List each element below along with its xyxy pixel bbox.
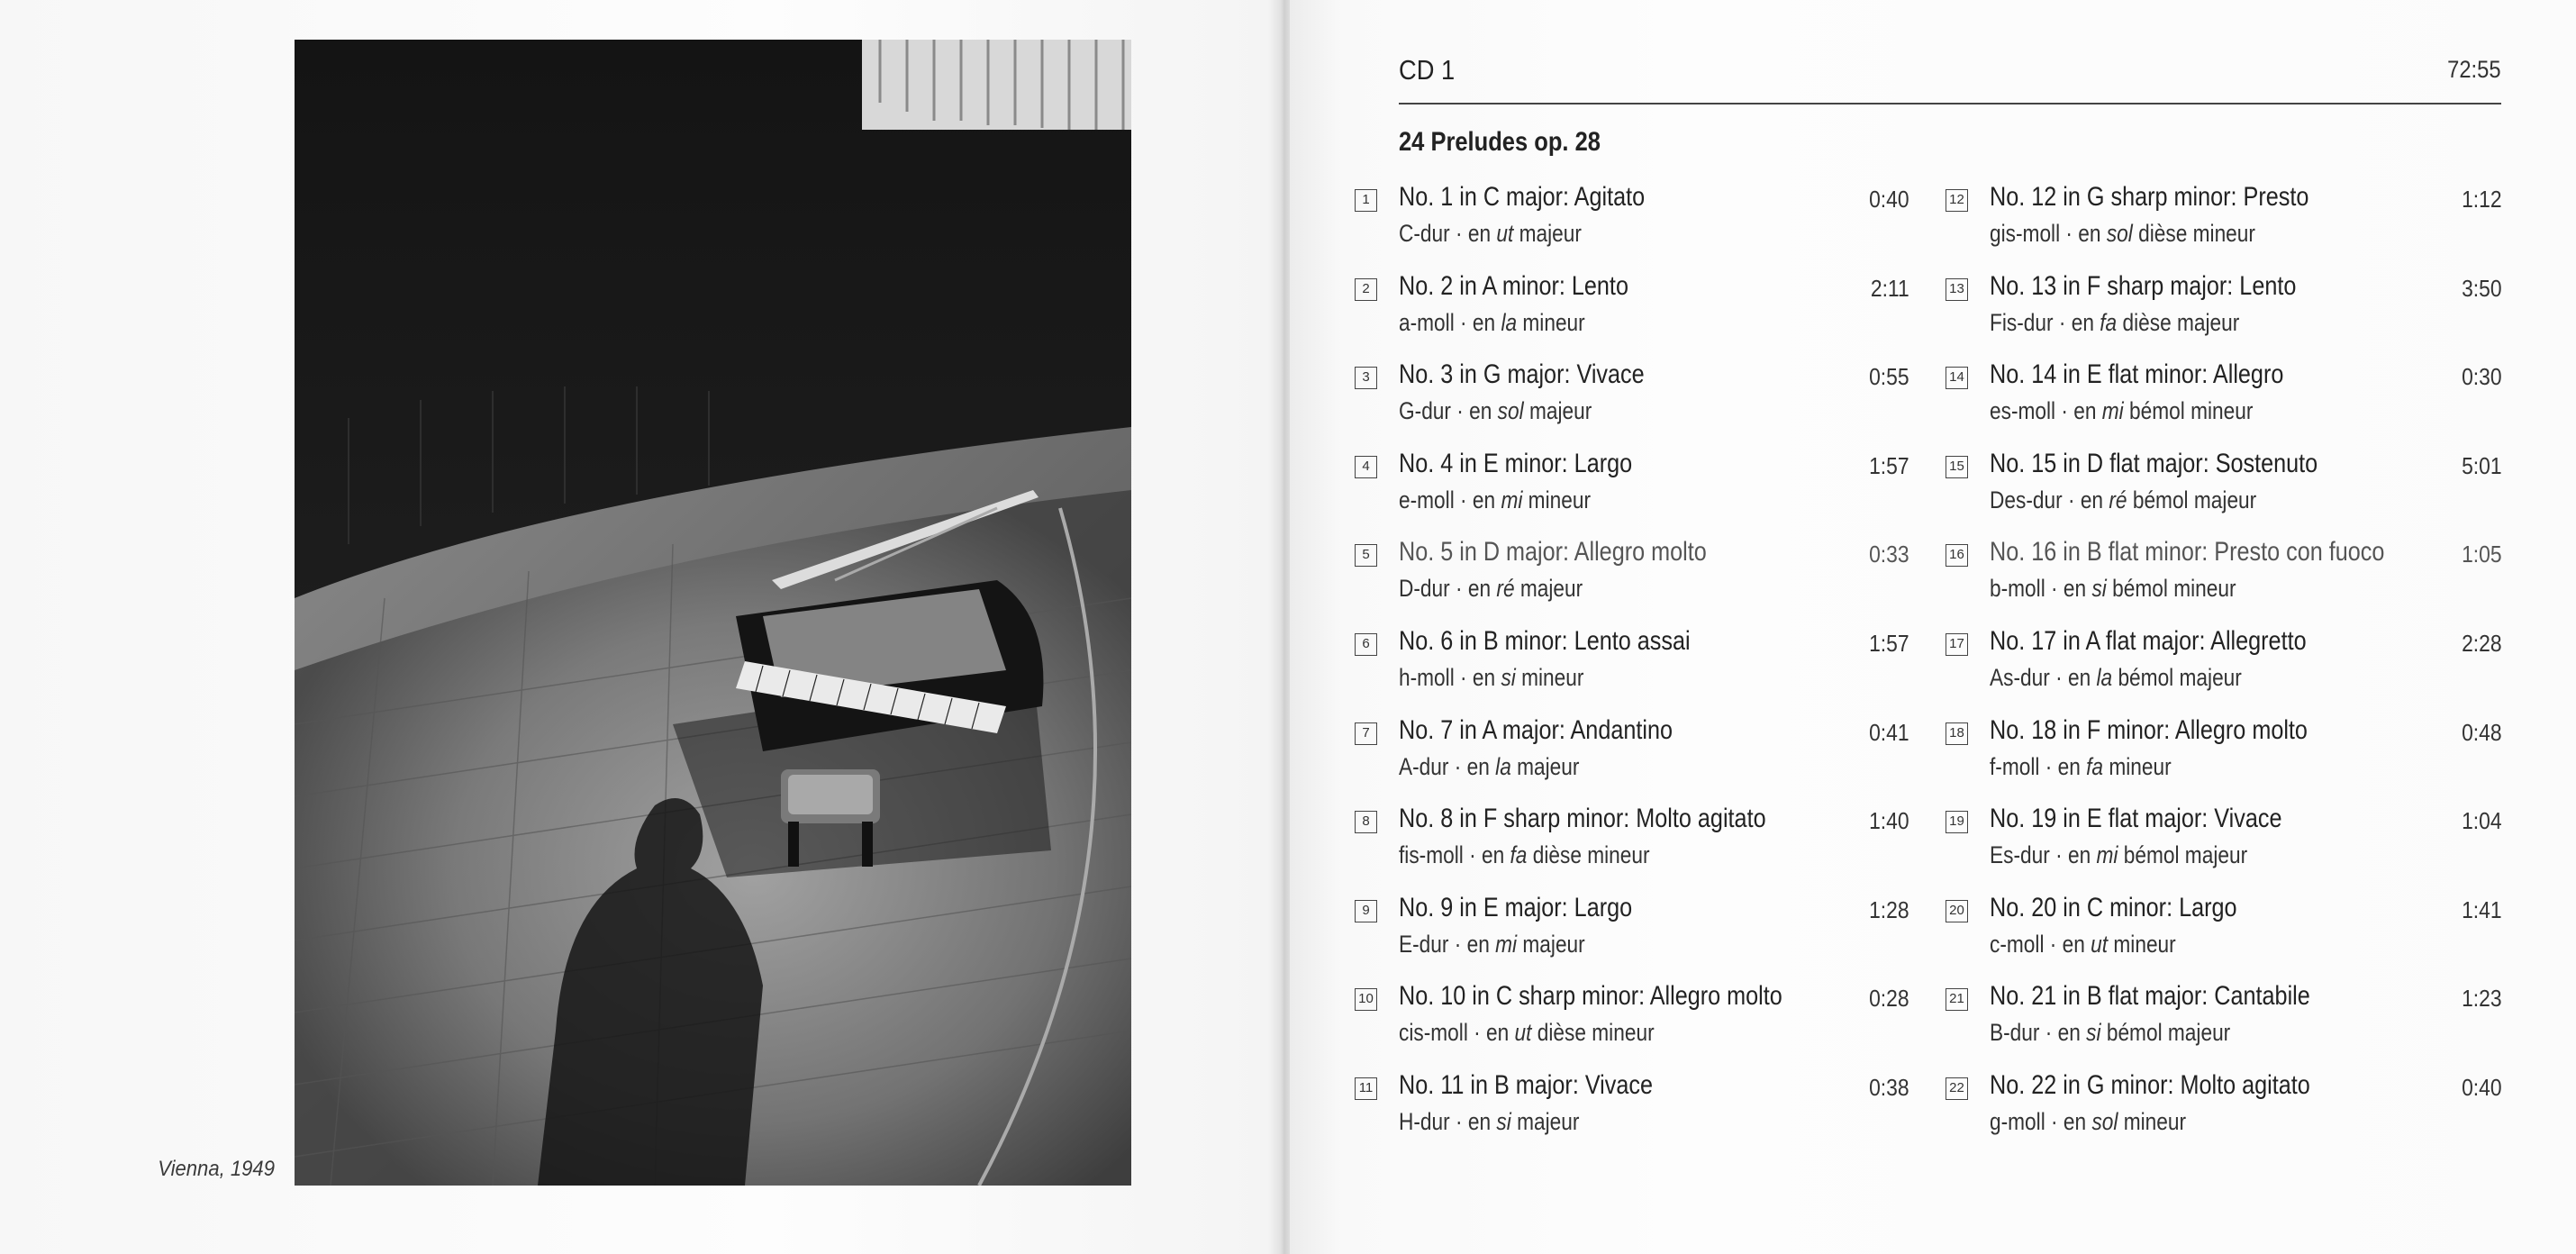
track-key-names: c-moll · en ut mineur (1990, 930, 2176, 958)
track-key-names: gis-moll · en sol dièse mineur (1990, 220, 2255, 247)
work-title: 24 Preludes op. 28 (1399, 127, 1601, 157)
track-item (1355, 449, 1909, 538)
track-duration: 0:38 (1869, 1073, 1909, 1101)
track-duration: 0:55 (1869, 363, 1909, 391)
track-number-box: 22 (1946, 1077, 1968, 1100)
track-item (1946, 359, 2502, 449)
track-title: No. 5 in D major: Allegro molto (1399, 537, 1707, 568)
track-number-box: 18 (1946, 722, 1968, 745)
photo-caption: Vienna, 1949 (158, 1157, 275, 1181)
track-duration: 1:57 (1869, 451, 1909, 479)
track-key-names: g-moll · en sol mineur (1990, 1107, 2187, 1135)
track-duration: 0:41 (1869, 718, 1909, 746)
track-item (1355, 182, 1909, 271)
track-item (1355, 893, 1909, 982)
track-item (1355, 271, 1909, 360)
track-key-names: H-dur · en si majeur (1399, 1107, 1580, 1135)
track-item (1355, 537, 1909, 626)
track-key-names: C-dur · en ut majeur (1399, 220, 1582, 247)
track-title: No. 3 in G major: Vivace (1399, 359, 1645, 390)
track-duration: 2:11 (1871, 274, 1909, 302)
track-item (1946, 804, 2502, 893)
track-number-box: 16 (1946, 544, 1968, 567)
track-number-box: 5 (1355, 544, 1377, 567)
photo-illustration (295, 40, 1131, 1186)
track-item (1946, 1070, 2502, 1159)
track-number-box: 14 (1946, 367, 1968, 389)
track-duration: 5:01 (2462, 451, 2502, 479)
track-item (1946, 449, 2502, 538)
track-number-box: 10 (1355, 988, 1377, 1011)
track-key-names: As-dur · en la bémol majeur (1990, 663, 2242, 691)
track-number-box: 15 (1946, 456, 1968, 478)
track-duration: 0:33 (1869, 541, 1909, 568)
track-title: No. 4 in E minor: Largo (1399, 448, 1633, 478)
track-key-names: A-dur · en la majeur (1399, 752, 1580, 780)
track-key-names: fis-moll · en fa dièse mineur (1399, 841, 1650, 869)
track-title: No. 6 in B minor: Lento assai (1399, 625, 1691, 656)
track-item (1946, 893, 2502, 982)
track-number-box: 2 (1355, 278, 1377, 301)
track-key-names: h-moll · en si mineur (1399, 663, 1584, 691)
track-item (1355, 359, 1909, 449)
track-key-names: f-moll · en fa mineur (1990, 752, 2172, 780)
track-key-names: D-dur · en ré majeur (1399, 575, 1583, 603)
track-title: No. 22 in G minor: Molto agitato (1990, 1069, 2310, 1100)
track-title: No. 14 in E flat minor: Allegro (1990, 359, 2284, 390)
track-title: No. 15 in D flat major: Sostenuto (1990, 448, 2318, 478)
track-number-box: 4 (1355, 456, 1377, 478)
track-duration: 0:30 (2462, 363, 2502, 391)
track-duration: 0:40 (1869, 186, 1909, 213)
track-item (1946, 981, 2502, 1070)
cd-header (1399, 52, 2501, 104)
track-number-box: 1 (1355, 189, 1377, 212)
track-title: No. 1 in C major: Agitato (1399, 182, 1646, 212)
track-title: No. 17 in A flat major: Allegretto (1990, 625, 2307, 656)
track-title: No. 12 in G sharp minor: Presto (1990, 182, 2309, 212)
track-key-names: B-dur · en si bémol majeur (1990, 1019, 2231, 1047)
track-item (1946, 626, 2502, 715)
track-duration: 1:12 (2462, 186, 2502, 213)
track-duration: 0:28 (1869, 985, 1909, 1013)
track-key-names: es-moll · en mi bémol mineur (1990, 397, 2254, 425)
track-duration: 1:28 (1869, 895, 1909, 923)
track-item (1355, 981, 1909, 1070)
track-duration: 2:28 (2462, 629, 2502, 657)
track-title: No. 13 in F sharp major: Lento (1990, 270, 2297, 301)
track-key-names: E-dur · en mi majeur (1399, 930, 1585, 958)
track-duration: 1:40 (1869, 807, 1909, 835)
track-title: No. 18 in F minor: Allegro molto (1990, 714, 2308, 745)
photo-piano-stage (295, 40, 1131, 1186)
track-title: No. 20 in C minor: Largo (1990, 892, 2237, 922)
track-duration: 1:04 (2462, 807, 2502, 835)
track-item (1946, 271, 2502, 360)
track-item (1946, 537, 2502, 626)
tracklist-column-left (1355, 182, 1909, 1159)
track-item (1355, 804, 1909, 893)
track-duration: 0:48 (2462, 718, 2502, 746)
track-key-names: b-moll · en si bémol mineur (1990, 575, 2236, 603)
track-number-box: 9 (1355, 900, 1377, 922)
track-title: No. 11 in B major: Vivace (1399, 1069, 1654, 1100)
track-number-box: 13 (1946, 278, 1968, 301)
track-title: No. 16 in B flat minor: Presto con fuoco (1990, 537, 2385, 568)
track-item (1355, 1070, 1909, 1159)
track-title: No. 8 in F sharp minor: Molto agitato (1399, 804, 1766, 834)
track-key-names: e-moll · en mi mineur (1399, 486, 1592, 513)
track-title: No. 21 in B flat major: Cantabile (1990, 981, 2310, 1012)
track-item (1355, 715, 1909, 804)
track-key-names: cis-moll · en ut dièse mineur (1399, 1019, 1655, 1047)
track-title: No. 2 in A minor: Lento (1399, 270, 1628, 301)
track-number-box: 6 (1355, 633, 1377, 656)
track-duration: 1:57 (1869, 629, 1909, 657)
track-title: No. 7 in A major: Andantino (1399, 714, 1673, 745)
cd-total-time: 72:55 (2447, 56, 2501, 83)
track-duration: 1:23 (2462, 985, 2502, 1013)
track-number-box: 8 (1355, 811, 1377, 833)
tracklist-column-right (1946, 182, 2502, 1159)
track-number-box: 20 (1946, 900, 1968, 922)
track-duration: 0:40 (2462, 1073, 2502, 1101)
track-number-box: 12 (1946, 189, 1968, 212)
track-duration: 1:05 (2462, 541, 2502, 568)
track-number-box: 11 (1355, 1077, 1377, 1100)
track-title: No. 9 in E major: Largo (1399, 892, 1633, 922)
track-key-names: Es-dur · en mi bémol majeur (1990, 841, 2248, 869)
track-number-box: 3 (1355, 367, 1377, 389)
track-key-names: Fis-dur · en fa dièse majeur (1990, 308, 2240, 336)
track-number-box: 17 (1946, 633, 1968, 656)
track-key-names: G-dur · en sol majeur (1399, 397, 1592, 425)
track-item (1355, 626, 1909, 715)
cd-label: CD 1 (1399, 54, 1456, 86)
track-key-names: a-moll · en la mineur (1399, 308, 1585, 336)
track-title: No. 10 in C sharp minor: Allegro molto (1399, 981, 1782, 1012)
track-number-box: 21 (1946, 988, 1968, 1011)
track-duration: 1:41 (2462, 895, 2502, 923)
track-item (1946, 182, 2502, 271)
track-number-box: 19 (1946, 811, 1968, 833)
track-number-box: 7 (1355, 722, 1377, 745)
track-title: No. 19 in E flat major: Vivace (1990, 804, 2282, 834)
track-item (1946, 715, 2502, 804)
track-duration: 3:50 (2462, 274, 2502, 302)
track-key-names: Des-dur · en ré bémol majeur (1990, 486, 2257, 513)
